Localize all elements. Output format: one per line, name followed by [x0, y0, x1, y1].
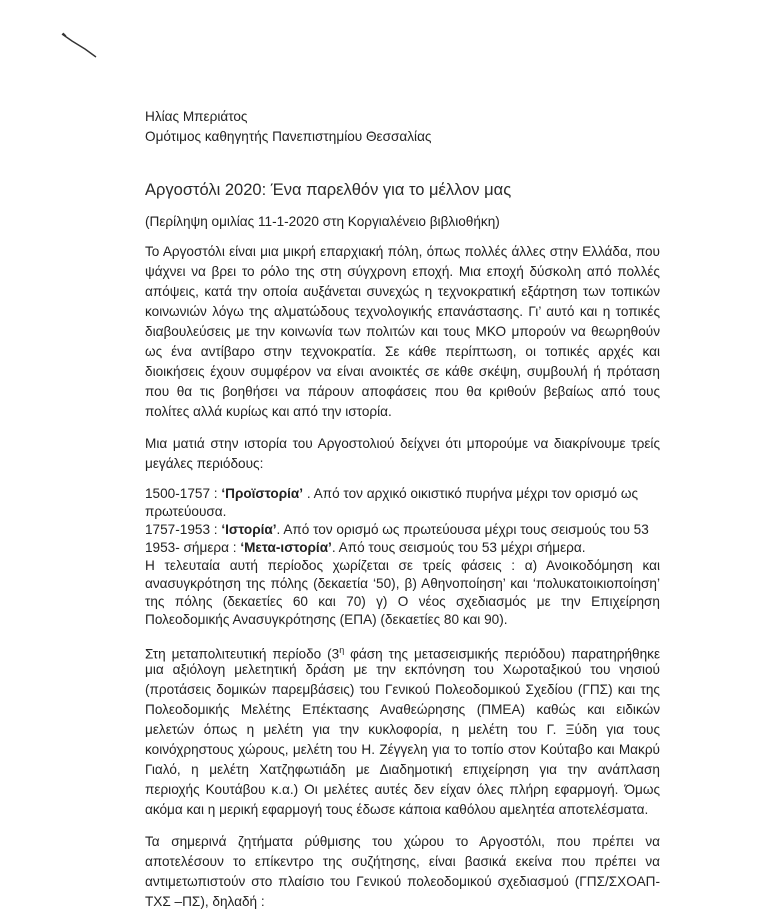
- period-name: ‘Προϊστορία’: [221, 486, 304, 501]
- text-line: απόψεις, κατά την οποία αυξάνεται συνεχώς η τεχνοκρατική εξάρτηση των τοπικών: [145, 284, 660, 299]
- text-line: περιοχής Κουτάβου κ.α.) Οι μελέτες αυτές δεν είχαν όλες πλήρη εφαρμογή. Όμως: [145, 782, 660, 797]
- text-line: Τα σημερινά ζητήματα ρύθμισης του χώρου το Αργοστόλι, που πρέπει να: [145, 834, 660, 849]
- text-line: (προτάσεις δομικών παρεμβάσεις) του Γενικού Πολεοδομικού Σχεδίου (ΓΠΣ) και της: [145, 682, 660, 697]
- text-line: Πολεοδομικής Μελέτης Επέκτασης Αναθεώρησης (ΠΜΕΑ) καθώς και ειδικών: [145, 702, 660, 717]
- text-line: πολίτες αλλά κυρίως και από την ιστορία.: [145, 404, 392, 419]
- text-line: ψάχνει να βρει το ρόλο της στη σύγχρονη εποχή. Μια εποχή δύσκολη από πολλές: [145, 264, 660, 279]
- period-description-cont: πρωτεύουσα.: [145, 504, 227, 519]
- author-position: Ομότιμος καθηγητής Πανεπιστημίου Θεσσαλίας: [145, 129, 432, 144]
- period-description: . Από τους σεισμούς του 53 μέχρι σήμερα.: [331, 540, 586, 555]
- period-dates: 1953- σήμερα :: [145, 540, 241, 555]
- text-line: που θα τις βοηθήσει να πάρουν αποφάσεις που θα κριθούν βεβαίως από τους: [145, 384, 660, 399]
- text-line: μια αξιόλογη μελετητική δράση με την εκπόνηση του Χωροταξικού του νησιού: [145, 662, 660, 677]
- period-description: . Από τον αρχικό οικιστικό πυρήνα μέχρι τον ορισμό ως: [303, 486, 639, 501]
- text-line: κοινωνιών λόγω της αλματώδους τεχνολογικής επανάστασης. Γι’ αυτό και η τοπικές: [145, 304, 660, 319]
- text-line: διοικήσεις έχουν συμφέρον να είναι ανοικτές σε κάθε σκέψη, συμβουλή ή πρόταση: [145, 364, 660, 379]
- text-line: ακόμα και η μερική εφαρμογή τους έδωσε κάποια καθόλου αμελητέα αποτελέσματα.: [145, 802, 649, 817]
- period-description: . Από τον ορισμό ως πρωτεύουσα μέχρι τους σεισμούς του 53: [276, 522, 649, 537]
- period-dates: 1757-1953 :: [145, 522, 222, 537]
- text-line: ανασυγκρότηση της πόλης (δεκαετία ‘50), β) Αθηνοποίηση’ και ‘πολυκατοικιοποίηση’: [145, 576, 660, 591]
- document-title: Αργοστόλι 2020: Ένα παρελθόν για το μέλλον μας: [145, 181, 512, 199]
- text-line: κοινόχρηστους χώρους, μελέτη του Η. Ζέγγελη για το τοπίο στον Κούταβο και Μακρύ: [145, 742, 660, 757]
- superscript: η: [339, 645, 345, 655]
- period-dates: 1500-1757 :: [145, 486, 222, 501]
- text-line: αντιμετωπιστούν στο πλαίσιο του Γενικού πολεοδομικού σχεδιασμού (ΓΠΣ/ΣΧΟΑΠ-: [145, 874, 660, 889]
- period-item: [145, 520, 649, 540]
- author-name: Ηλίας Μπεριάτος: [145, 109, 248, 124]
- text-line: Η τελευταία αυτή περίοδος χωρίζεται σε τρείς φάσεις : α) Ανοικοδόμηση και: [145, 558, 660, 573]
- text-fragment: φάση της μετασεισμικής περιόδου) παρατηρήθηκε: [344, 646, 661, 662]
- text-line: Πολεοδομικής Ανασυγκρότησης (ΕΠΑ) (δεκαετίες 80 και 90).: [145, 612, 508, 627]
- text-line: ΤΧΣ –ΠΣ), δηλαδή :: [145, 894, 265, 909]
- period-item: [145, 484, 638, 504]
- text-line: μεγάλες περιόδους:: [145, 456, 264, 471]
- text-line: Γιαλό, η μελέτη Χατζηφωτιάδη με Διαδημοτική επιχείρηση για την ανάπλαση: [145, 762, 660, 777]
- period-name: ‘Ιστορία’: [221, 522, 277, 537]
- text-line: διαβουλεύσεις με την κοινωνία των πολιτών και τους ΜΚΟ μπορούν να θεωρηθούν: [145, 324, 660, 339]
- text-line: ως ένα αντίβαρο στην τεχνοκρατία. Σε κάθε περίπτωση, οι τοπικές αρχές και: [145, 344, 660, 359]
- text-line: μελετών όπως η μελέτη για την κυκλοφορία, η μελέτη του Γ. Ξύδη για τους: [145, 722, 660, 737]
- period-item: [145, 538, 586, 558]
- text-line: αποτελέσουν το επίκεντρο της συζήτησης, είναι βασικά εκείνα που πρέπει να: [145, 854, 660, 869]
- document-subtitle: (Περίληψη ομιλίας 11-1-2020 στη Κοργιαλένειο βιβλιοθήκη): [145, 214, 500, 229]
- text-fragment: Στη μεταπολιτευτική περίοδο (3: [145, 646, 340, 662]
- text-line: της πόλης (δεκαετίες 60 και 70) γ) Ο νέος σχεδιασμός με την Επιχείρηση: [145, 594, 660, 609]
- period-name: ‘Μετα-ιστορία’: [240, 540, 332, 555]
- pen-stroke-mark: [60, 31, 100, 61]
- text-line: Το Αργοστόλι είναι μια μικρή επαρχιακή πόλη, όπως πολλές άλλες στην Ελλάδα, που: [145, 244, 660, 259]
- text-line: Μια ματιά στην ιστορία του Αργοστολιού δείχνει ότι μπορούμε να διακρίνουμε τρείς: [145, 436, 660, 451]
